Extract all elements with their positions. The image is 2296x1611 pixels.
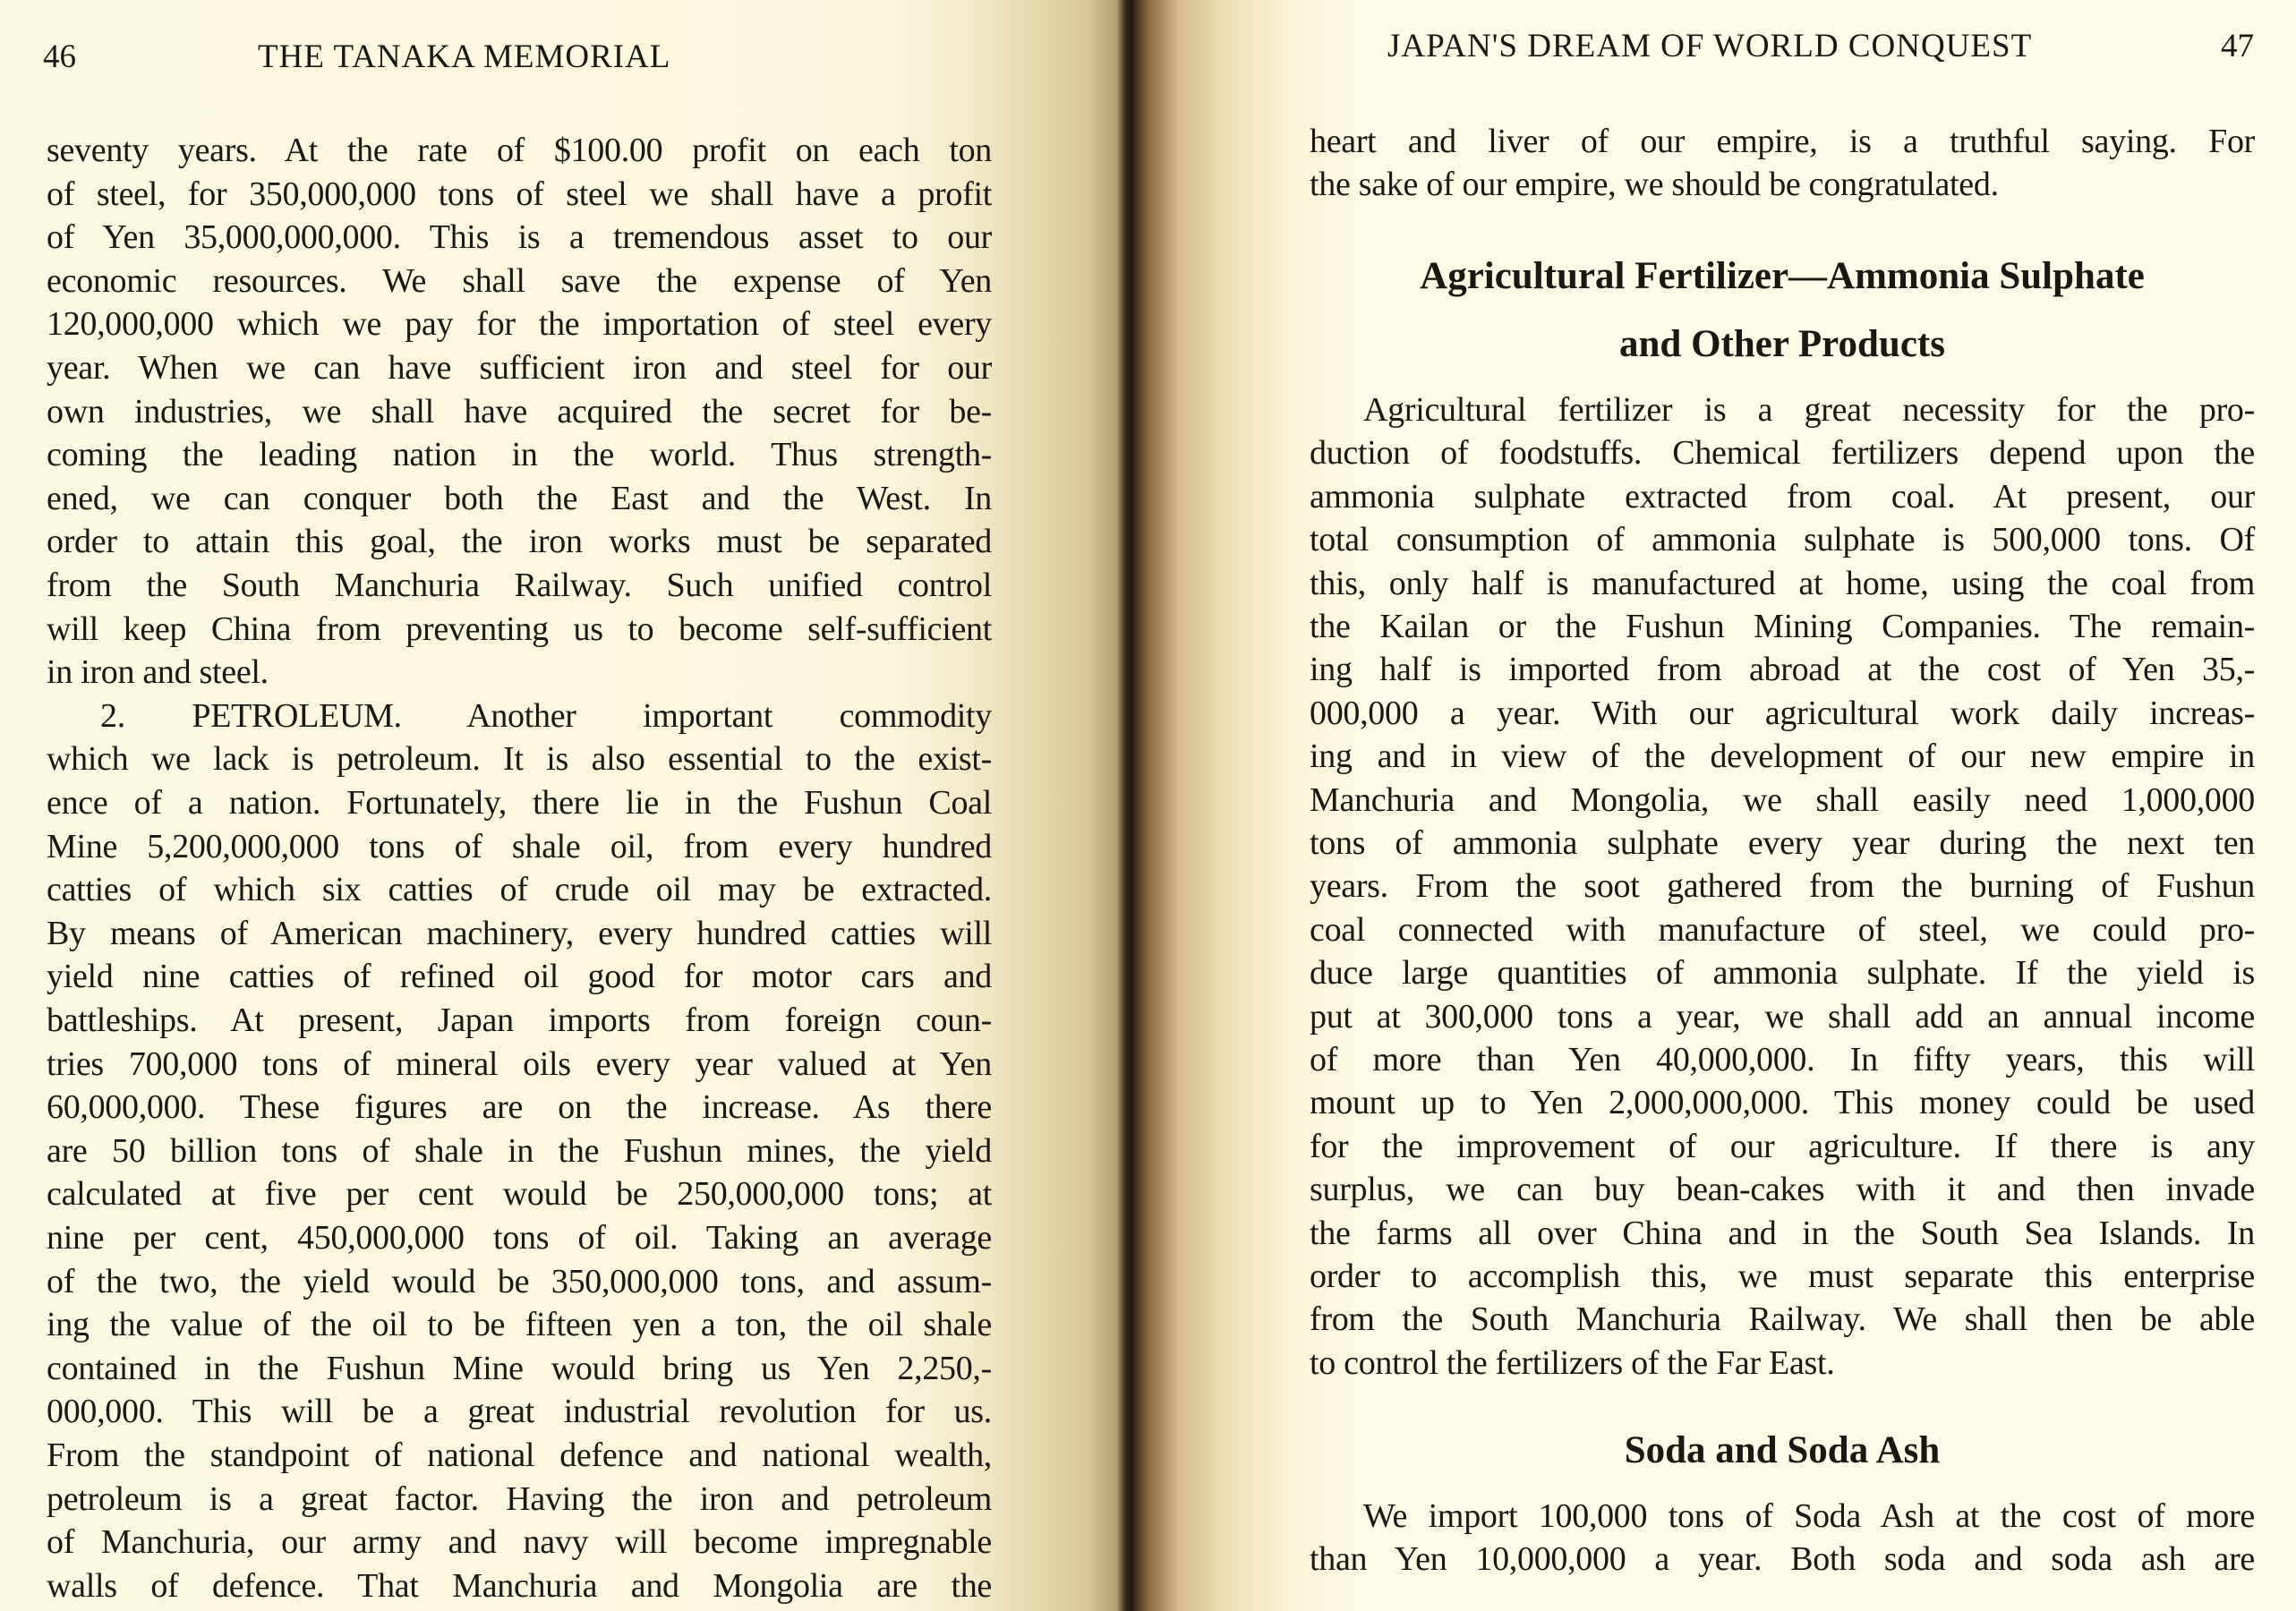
text-line: ened, we can conquer both the East and the West. In xyxy=(47,479,992,517)
text-line: coming the leading nation in the world. Thus strength- xyxy=(47,436,992,474)
text-line: Mine 5,200,000,000 tons of shale oil, from every hundred xyxy=(47,827,992,865)
text-line: of steel, for 350,000,000 tons of steel we shall have a profit xyxy=(47,175,992,213)
text-line: the farms all over China and in the South Sea Islands. In xyxy=(1310,1214,2255,1252)
text-line: mount up to Yen 2,000,000,000. This money could be used xyxy=(1310,1084,2255,1122)
text-line: ing the value of the oil to be fifteen yen a ton, the oil shale xyxy=(47,1306,992,1344)
text-line: contained in the Fushun Mine would bring us Yen 2,250,- xyxy=(47,1349,992,1387)
text-line: seventy years. At the rate of $100.00 profit on each ton xyxy=(47,132,992,169)
text-line: economic resources. We shall save the expense of Yen xyxy=(47,261,992,300)
section-heading-soda: Soda and Soda Ash xyxy=(1624,1429,1941,1471)
section-heading-fertilizer-line1: Agricultural Fertilizer—Ammonia Sulphate xyxy=(1420,255,2145,297)
text-line: in iron and steel. xyxy=(47,653,269,692)
text-line: From the standpoint of national defence and national wealth, xyxy=(47,1436,992,1474)
text-line: to control the fertilizers of the Far East. xyxy=(1310,1343,1835,1382)
text-line: calculated at five per cent would be 250,000,000 tons; at xyxy=(47,1175,992,1214)
text-line: order to accomplish this, we must separate this enterprise xyxy=(1310,1257,2255,1295)
text-line: are 50 billion tons of shale in the Fushun mines, the yield xyxy=(47,1131,992,1170)
text-line: yield nine catties of refined oil good for motor cars and xyxy=(47,958,992,996)
page-number-right: 47 xyxy=(2221,28,2254,64)
page-number-left: 46 xyxy=(43,38,76,75)
text-line: Manchuria and Mongolia, we shall easily need 1,000,000 xyxy=(1310,780,2255,819)
text-line: which we lack is petroleum. It is also essential to the exist- xyxy=(47,740,992,779)
text-line: tons of ammonia sulphate every year during the next ten xyxy=(1310,824,2255,862)
text-line: from the South Manchuria Railway. Such unified control xyxy=(47,567,992,604)
text-line: We import 100,000 tons of Soda Ash at the cost of more xyxy=(1363,1497,2255,1535)
text-line: the Kailan or the Fushun Mining Companies. The remain- xyxy=(1310,608,2255,645)
text-line: By means of American machinery, every hundred catties will xyxy=(47,914,992,952)
text-line: of Manchuria, our army and navy will become impregnable xyxy=(47,1523,992,1562)
running-head-left: THE TANAKA MEMORIAL xyxy=(258,38,671,75)
running-head-right: JAPAN'S DREAM OF WORLD CONQUEST xyxy=(1387,28,2033,64)
left-page xyxy=(0,0,1132,1611)
text-line: own industries, we shall have acquired the secret for be- xyxy=(47,392,992,430)
text-line: 2. PETROLEUM. Another important commodity xyxy=(100,696,992,735)
text-line: coal connected with manufacture of steel, we could pro- xyxy=(1310,910,2255,949)
text-line: 000,000 a year. With our agricultural work daily increas- xyxy=(1310,694,2255,732)
text-line: catties of which six catties of crude oil may be extracted. xyxy=(47,871,992,909)
text-line: nine per cent, 450,000,000 tons of oil. Taking an average xyxy=(47,1219,992,1257)
text-line: year. When we can have sufficient iron and steel for our xyxy=(47,349,992,387)
text-line: ence of a nation. Fortunately, there lie in the Fushun Coal xyxy=(47,784,992,822)
text-line: 120,000,000 which we pay for the importation of steel every xyxy=(47,305,992,344)
text-line: this, only half is manufactured at home, using the coal from xyxy=(1310,564,2255,602)
text-line: the sake of our empire, we should be congratulated. xyxy=(1310,166,1999,204)
text-line: Agricultural fertilizer is a great necessity for the pro- xyxy=(1363,391,2255,429)
text-line: total consumption of ammonia sulphate is 500,000 tons. Of xyxy=(1310,521,2255,559)
text-line: duction of foodstuffs. Chemical fertilizers depend upon the xyxy=(1310,434,2255,473)
section-heading-fertilizer-line2: and Other Products xyxy=(1619,323,1945,365)
text-line: ammonia sulphate extracted from coal. At present, our xyxy=(1310,477,2255,516)
text-line: ing and in view of the development of our new empire in xyxy=(1310,737,2255,776)
text-line: petroleum is a great factor. Having the iron and petroleum xyxy=(47,1479,992,1518)
text-line: order to attain this goal, the iron works must be separated xyxy=(47,523,992,561)
text-line: battleships. At present, Japan imports from foreign coun- xyxy=(47,1002,992,1039)
text-line: than Yen 10,000,000 a year. Both soda and soda ash are xyxy=(1310,1540,2255,1579)
text-line: put at 300,000 tons a year, we shall add an annual income xyxy=(1310,997,2255,1036)
text-line: tries 700,000 tons of mineral oils every year valued at Yen xyxy=(47,1044,992,1083)
text-line: for the improvement of our agriculture. If there is any xyxy=(1310,1127,2255,1165)
text-line: of Yen 35,000,000,000. This is a tremendous asset to our xyxy=(47,218,992,257)
text-line: duce large quantities of ammonia sulphate. If the yield is xyxy=(1310,954,2255,993)
text-line: 000,000. This will be a great industrial revolution for us. xyxy=(47,1393,992,1431)
text-line: 60,000,000. These figures are on the increase. As there xyxy=(47,1088,992,1127)
text-line: from the South Manchuria Railway. We shall then be able xyxy=(1310,1300,2255,1339)
text-line: surplus, we can buy bean-cakes with it and then invade xyxy=(1310,1171,2255,1209)
text-line: years. From the soot gathered from the burning of Fushun xyxy=(1310,867,2255,906)
text-line: ing half is imported from abroad at the cost of Yen 35,- xyxy=(1310,651,2255,689)
text-line: will keep China from preventing us to become self-sufficient xyxy=(47,609,992,648)
text-line: heart and liver of our empire, is a truthful saying. For xyxy=(1310,123,2255,160)
text-line: of more than Yen 40,000,000. In fifty years, this will xyxy=(1310,1041,2255,1078)
text-line: walls of defence. That Manchuria and Mongolia are the xyxy=(47,1566,992,1605)
text-line: of the two, the yield would be 350,000,000 tons, and assum- xyxy=(47,1262,992,1300)
